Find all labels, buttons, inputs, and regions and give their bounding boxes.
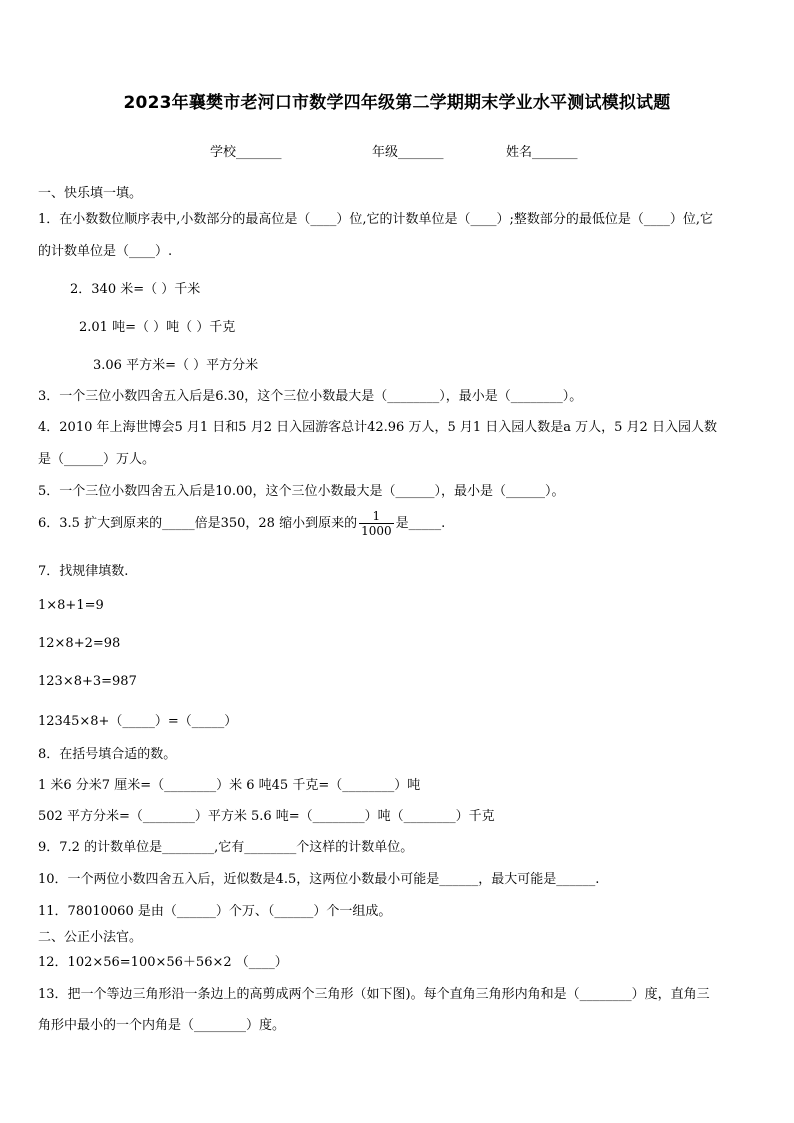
question-8: 8．在括号填合适的数。: [38, 747, 177, 762]
question-8-row-1: 1 米6 分米7 厘米=（________）米 6 吨45 千克=（________）吨: [38, 778, 421, 793]
question-5: 5．一个三位小数四舍五入后是10.00，这个三位小数最大是（______），最小是（______）。: [38, 484, 565, 499]
pattern-row: 12345×8+（_____）=（_____）: [38, 714, 238, 729]
question-13-line-1: 13．把一个等边三角形沿一条边上的高剪成两个三角形（如下图)。每个直角三角形内角和是（________）度，直角三: [38, 987, 710, 1002]
question-13-line-2: 角形中最小的一个内角是（________）度。: [38, 1018, 286, 1033]
question-2-part-b: 2.01 吨=（ ）吨（ ）千克: [79, 320, 236, 335]
question-10: 10．一个两位小数四舍五入后，近似数是4.5，这两位小数最小可能是______，最大可能是______.: [38, 872, 600, 887]
name-field: 姓名_______: [506, 145, 578, 160]
question-6-text-after: 是_____.: [395, 516, 446, 531]
question-6: [38, 509, 445, 538]
section-1-heading: 一、快乐填一填。: [38, 186, 143, 201]
question-3: 3．一个三位小数四舍五入后是6.30，这个三位小数最大是（________），最小是（________）。: [38, 389, 583, 404]
question-1-line-1: 1．在小数数位顺序表中,小数部分的最高位是（____）位,它的计数单位是（____）;整数部分的最低位是（____）位,它: [38, 212, 714, 227]
pattern-row: 12×8+2=98: [38, 636, 121, 651]
pattern-row: 123×8+3=987: [38, 674, 137, 689]
question-2-part-c: 3.06 平方米=（ ）平方分米: [93, 358, 259, 373]
fraction: [359, 509, 394, 538]
question-4-line-1: 4．2010 年上海世博会5 月1 日和5 月2 日入园游客总计42.96 万人，5 月1 日入园人数是a 万人，5 月2 日入园人数: [38, 420, 717, 435]
question-9: 9．7.2 的计数单位是________,它有________个这样的计数单位。: [38, 840, 414, 855]
question-2-part-a: 2．340 米=（ ）千米: [70, 282, 201, 297]
question-6-text-before: 6．3.5 扩大到原来的_____倍是350，28 缩小到原来的: [38, 516, 358, 531]
grade-field: 年级_______: [372, 145, 444, 160]
question-4-line-2: 是（______）万人。: [38, 452, 156, 467]
question-12: 12．102×56=100×56＋56×2 （____）: [38, 955, 288, 970]
section-2-heading: 二、公正小法官。: [38, 930, 143, 945]
question-8-row-2: 502 平方分米=（________）平方米 5.6 吨=（________）吨（________）千克: [38, 809, 495, 824]
page-title: 2023年襄樊市老河口市数学四年级第二学期期末学业水平测试模拟试题: [123, 93, 671, 113]
question-11: 11．78010060 是由（______）个万、（______）个一组成。: [38, 904, 392, 919]
question-1-line-2: 的计数单位是（____）.: [38, 244, 173, 259]
school-field: 学校_______: [210, 145, 282, 160]
fraction-denominator: 1000: [361, 524, 392, 538]
question-7: 7．找规律填数.: [38, 564, 129, 579]
pattern-row: 1×8+1=9: [38, 598, 104, 613]
fraction-numerator: 1: [359, 509, 394, 524]
